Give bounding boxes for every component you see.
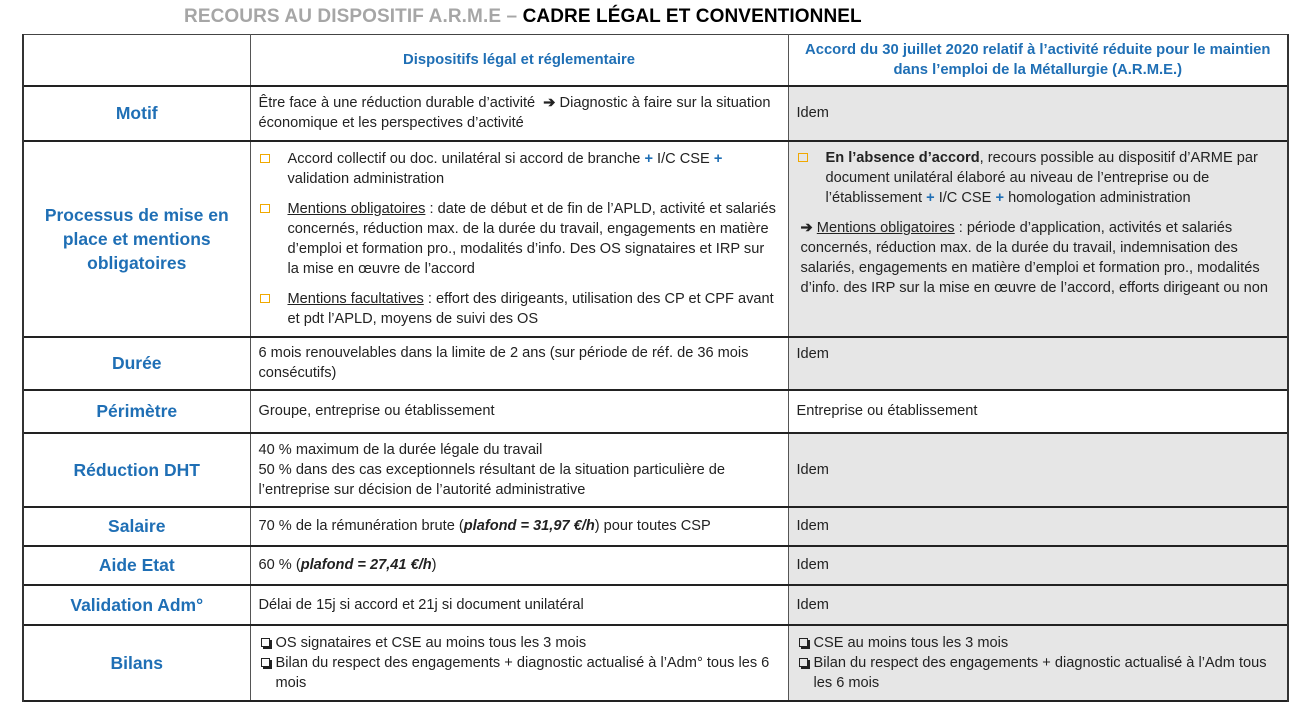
- validation-accord: Idem: [788, 585, 1288, 625]
- absence-accord-text: , recours possible au dispositif d’ARME par document unilatéral élaboré au niveau de l’entreprise ou de l’établissement: [825, 149, 1258, 206]
- row-label-processus: Processus de mise en place et mentions obligatoires: [23, 141, 250, 337]
- plus-sign: +: [644, 150, 653, 167]
- row-label-salaire: Salaire: [23, 507, 250, 546]
- page-title: [184, 6, 862, 28]
- row-label-reduction: Réduction DHT: [23, 433, 250, 507]
- aide-text-a: 60 % (: [258, 557, 301, 573]
- row-perimetre: [23, 390, 1288, 433]
- list-item: [259, 199, 780, 279]
- accord-mentions-text: : période d’application, activités et salariés concernés, réduction max. de la durée du travail, indemnisation des salariés, engagements en matière d’emploi et formation pro., modalités d’info. des IRP sur la mise en œuvre de l’accord, efforts dirigeant ou non: [800, 219, 1269, 296]
- orange-square-bullet-icon: [260, 154, 270, 163]
- title-prefix: RECOURS AU DISPOSITIF A.R.M.E –: [184, 6, 518, 27]
- mentions-obligatoires-text: : date de début et de fin de l’APLD, activité et salariés concernés, réduction max. de la durée du travail, engagements en matière d’emploi et formation pro., modalités d’info. Des OS signataires et IRP sur la mise en œuvre de l’accord: [287, 200, 776, 277]
- row-duree: [23, 337, 1288, 390]
- reduction-accord: Idem: [788, 433, 1288, 507]
- bilans-legal: [250, 625, 788, 701]
- plus-sign: +: [713, 150, 723, 167]
- list-item: [797, 633, 1280, 653]
- row-label-motif: Motif: [23, 86, 250, 141]
- row-validation: [23, 585, 1288, 625]
- list-item: [259, 633, 780, 653]
- reduction-legal-line-1: 40 % maximum de la durée légale du travail: [258, 441, 543, 458]
- mentions-facultatives-text: : effort des dirigeants, utilisation des CP et CPF avant et pdt l’APLD, moyens de suivi des OS: [287, 290, 774, 327]
- row-motif: [23, 86, 1288, 141]
- list-item: [259, 653, 780, 693]
- aide-text-c: ): [431, 557, 437, 573]
- header-accord: Accord du 30 juillet 2020 relatif à l’activité réduite pour le maintien dans l’emploi de la Métallurgie (A.R.M.E.): [788, 35, 1288, 86]
- title-main: CADRE LÉGAL ET CONVENTIONNEL: [522, 6, 862, 27]
- motif-accord: Idem: [788, 86, 1288, 141]
- accord-mentions-title: Mentions obligatoires: [816, 219, 955, 236]
- salaire-legal: [250, 507, 788, 546]
- row-label-validation: Validation Adm°: [23, 585, 250, 625]
- comparison-table: [22, 34, 1289, 702]
- processus-legal-b1-text: Accord collectif ou doc. unilatéral si accord de branche: [287, 150, 641, 167]
- aide-accord: Idem: [788, 546, 1288, 585]
- perimetre-accord: Entreprise ou établissement: [788, 390, 1288, 433]
- absence-accord-homologation: homologation administration: [1008, 189, 1191, 206]
- salaire-plafond: plafond = 31,97 €/h: [463, 518, 595, 534]
- motif-legal: [250, 86, 788, 141]
- checkbox-icon: [799, 638, 808, 647]
- list-item: [259, 289, 780, 329]
- row-processus: [23, 141, 1288, 337]
- salaire-text-a: 70 % de la rémunération brute (: [258, 518, 464, 534]
- perimetre-legal: Groupe, entreprise ou établissement: [250, 390, 788, 433]
- header-row: [23, 35, 1288, 86]
- checkbox-icon: [799, 658, 808, 667]
- row-salaire: [23, 507, 1288, 546]
- reduction-legal-line-2: 50 % dans des cas exceptionnels résultant de la situation particulière de l’entreprise sur décision de l’autorité administrative: [258, 461, 725, 498]
- list-item: [259, 149, 780, 189]
- aide-plafond: plafond = 27,41 €/h: [300, 557, 432, 573]
- bilans-accord: [788, 625, 1288, 701]
- mentions-facultatives-title: Mentions facultatives: [287, 290, 424, 307]
- accord-mentions: [797, 218, 1280, 298]
- processus-accord: [788, 141, 1288, 337]
- aide-legal: [250, 546, 788, 585]
- bilans-accord-item-2: Bilan du respect des engagements + diagnostic actualisé à l’Adm tous les 6 mois: [813, 654, 1267, 691]
- duree-accord: Idem: [788, 337, 1288, 390]
- plus-sign: +: [995, 189, 1004, 206]
- list-item: [797, 653, 1280, 693]
- motif-legal-text-a: Être face à une réduction durable d’activité: [258, 95, 536, 111]
- duree-legal: 6 mois renouvelables dans la limite de 2 ans (sur période de réf. de 36 mois consécutifs): [250, 337, 788, 390]
- bilans-legal-item-1: OS signataires et CSE au moins tous les 3 mois: [275, 634, 587, 651]
- row-aide: [23, 546, 1288, 585]
- salaire-accord: Idem: [788, 507, 1288, 546]
- header-legal: Dispositifs légal et réglementaire: [250, 35, 788, 86]
- processus-legal-b1-validation: validation administration: [287, 170, 445, 187]
- bilans-accord-item-1: CSE au moins tous les 3 mois: [813, 634, 1009, 651]
- salaire-text-c: ) pour toutes CSP: [594, 518, 711, 534]
- right-arrow-icon: ➔: [543, 95, 556, 111]
- mentions-obligatoires-title: Mentions obligatoires: [287, 200, 426, 217]
- checkbox-icon: [261, 638, 270, 647]
- processus-legal: [250, 141, 788, 337]
- orange-square-bullet-icon: [798, 153, 808, 162]
- validation-legal: Délai de 15j si accord et 21j si document unilatéral: [250, 585, 788, 625]
- processus-legal-b1-cse: I/C CSE: [657, 150, 710, 167]
- list-item: [797, 148, 1280, 208]
- row-label-aide: Aide Etat: [23, 546, 250, 585]
- plus-sign: +: [926, 189, 935, 206]
- orange-square-bullet-icon: [260, 204, 270, 213]
- right-arrow-icon: ➔: [800, 219, 813, 236]
- row-bilans: [23, 625, 1288, 701]
- row-label-duree: Durée: [23, 337, 250, 390]
- row-reduction: [23, 433, 1288, 507]
- header-empty-cell: [23, 35, 250, 86]
- row-label-bilans: Bilans: [23, 625, 250, 701]
- reduction-legal: [250, 433, 788, 507]
- checkbox-icon: [261, 658, 270, 667]
- absence-accord-label: En l’absence d’accord: [825, 149, 980, 166]
- row-label-perimetre: Périmètre: [23, 390, 250, 433]
- absence-accord-cse: I/C CSE: [938, 189, 992, 206]
- bilans-legal-item-2: Bilan du respect des engagements + diagnostic actualisé à l’Adm° tous les 6 mois: [275, 654, 770, 691]
- orange-square-bullet-icon: [260, 294, 270, 303]
- motif-legal-text-b: Diagnostic à faire sur la situation économique et les perspectives d’activité: [258, 95, 771, 131]
